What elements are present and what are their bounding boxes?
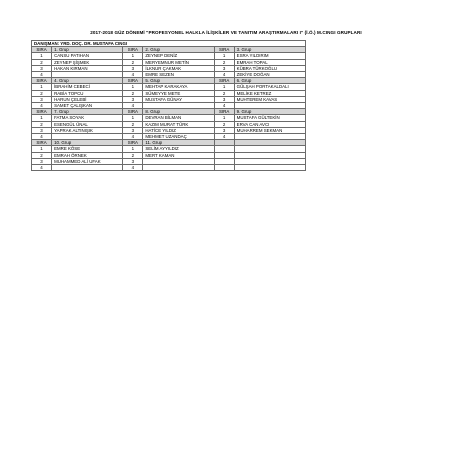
row-number: 4 [32,72,52,78]
student-name: MERYEMNUR METİN [143,59,214,65]
student-name: FATMA SOYAK [52,115,123,121]
group-header: 4. Grup [52,78,123,84]
row-number: 3 [214,96,234,102]
sira-header: SIRA [123,47,143,53]
student-name: EMRAH TOPAL [234,59,305,65]
row-number: 1 [123,84,143,90]
student-name: MELİKE KETREZ [234,90,305,96]
student-name: MUSTAFA GÜNAY [143,96,214,102]
table-row [32,90,306,96]
student-name: HAKAN KIRMAN [52,65,123,71]
row-number: 1 [123,146,143,152]
student-name: MUHARREM SEKMAN [234,127,305,133]
student-name: ZEYNEP DENİZ [143,53,214,59]
row-number: 1 [32,146,52,152]
table-row [32,115,306,121]
student-name [234,165,305,171]
student-name: MUSTAFA GÜLTEKİN [234,115,305,121]
sira-header: SIRA [123,140,143,146]
row-number: 1 [32,53,52,59]
page-title: 2017-2018 GÜZ DÖNEMİ "PROFESYONEL HALKLA İLİŞKİLER VE TANITIM ARAŞTIRMALARI I" (İ.Ö.) M.CINGI GRUPLARI [90,30,362,35]
row-number: 3 [32,96,52,102]
student-name: YAPRAK ALTINIŞIK [52,127,123,133]
student-name: İLKNUR ÇAKMAK [143,65,214,71]
sira-header: SIRA [32,109,52,115]
student-name: MUHAMMED ALİ UFAK [52,158,123,164]
row-number: 2 [123,121,143,127]
row-number: 1 [123,53,143,59]
row-number: 2 [123,152,143,158]
student-name: EMRAH ÖRNEK [52,152,123,158]
group-header: 8. Grup [143,109,214,115]
row-number: 1 [32,84,52,90]
row-number: 2 [32,90,52,96]
row-number: 4 [214,72,234,78]
sira-header: SIRA [32,140,52,146]
sira-header: SIRA [32,78,52,84]
student-name: HARUN ÇELEBİ [52,96,123,102]
student-name: GÜLŞAH PORTAKALDALI [234,84,305,90]
row-number: 2 [123,59,143,65]
row-number: 4 [123,134,143,140]
row-number: 3 [123,127,143,133]
student-name: DEVRAN BİLMAN [143,115,214,121]
row-number: 2 [214,59,234,65]
group-header: 6. Grup [234,78,305,84]
student-name: MUHTEREM KAVAS [234,96,305,102]
student-name [52,165,123,171]
row-number: 2 [214,121,234,127]
table-row [32,121,306,127]
row-number: 4 [32,134,52,140]
row-number: 2 [32,121,52,127]
group-header: 1. Grup [52,47,123,53]
table-row [32,127,306,133]
table-row [32,59,306,65]
sira-header: SIRA [123,109,143,115]
student-name: MEHTAP KARAKAYA [143,84,214,90]
group-header: 2. Grup [143,47,214,53]
table-row [32,84,306,90]
student-name: MEHMET UZANDAÇ [143,134,214,140]
student-name: ESENGÜL ÜNAL [52,121,123,127]
row-number: 1 [32,115,52,121]
row-number: 4 [214,103,234,109]
sira-header: SIRA [214,109,234,115]
row-number: 2 [32,152,52,158]
row-number: 1 [123,115,143,121]
student-name: HATİCE YILDIZ [143,127,214,133]
table-row [32,53,306,59]
student-name: KÜBRA TÜRKOĞLU [234,65,305,71]
group-header: 11. Grup [143,140,214,146]
table-row [32,65,306,71]
student-name: RABİA TOPCU [52,90,123,96]
row-number: 3 [32,65,52,71]
student-name [143,165,214,171]
group-header: 9. Grup [234,109,305,115]
row-number: 3 [32,158,52,164]
student-name: ERVA CAN AVCI [234,121,305,127]
row-number: 3 [123,158,143,164]
row-number: 4 [32,165,52,171]
sira-header: SIRA [123,78,143,84]
row-number: 2 [32,59,52,65]
group-header: 7. Grup [52,109,123,115]
table-row [32,96,306,102]
student-name: ZEKİYE DOĞAN [234,72,305,78]
row-number: 3 [214,127,234,133]
row-number: 2 [123,90,143,96]
group-header: 3. Grup [234,47,305,53]
student-name: SELİM AYYILDIZ [143,146,214,152]
row-number [214,165,234,171]
student-name: ESRA YILDIRIM [234,53,305,59]
advisor-label: DANIŞMAN: YRD. DOÇ. DR. MUSTAFA CINGI [32,41,306,47]
student-name: CANSU PATIHAN [52,53,123,59]
student-name: SÜMEYYE METE [143,90,214,96]
group-header: 5. Grup [143,78,214,84]
row-number: 3 [123,65,143,71]
row-number: 3 [32,127,52,133]
groups-table [31,40,306,171]
group-header: 10. Grup [52,140,123,146]
student-name: İBRAHİM CEBECİ [52,84,123,90]
row-number: 4 [214,134,234,140]
row-number: 1 [214,115,234,121]
sira-header: SIRA [32,47,52,53]
row-number: 2 [214,90,234,96]
sira-header: SIRA [214,47,234,53]
student-name: MERT KAMAN [143,152,214,158]
row-number: 4 [123,103,143,109]
table-row [32,165,306,171]
row-number: 4 [123,165,143,171]
row-number: 1 [214,84,234,90]
sira-header: SIRA [214,78,234,84]
student-name: EMRE SEZEN [143,72,214,78]
row-number: 1 [214,53,234,59]
row-number: 3 [123,96,143,102]
student-name: KAZIM MURAT TÜRK [143,121,214,127]
row-number: 4 [123,72,143,78]
row-number: 3 [214,65,234,71]
student-name: SAMET ÇALIŞKAN [52,103,123,109]
row-number: 4 [32,103,52,109]
student-name: EMRE KÖSE [52,146,123,152]
student-name: ZEYNEP ŞİŞMEK [52,59,123,65]
